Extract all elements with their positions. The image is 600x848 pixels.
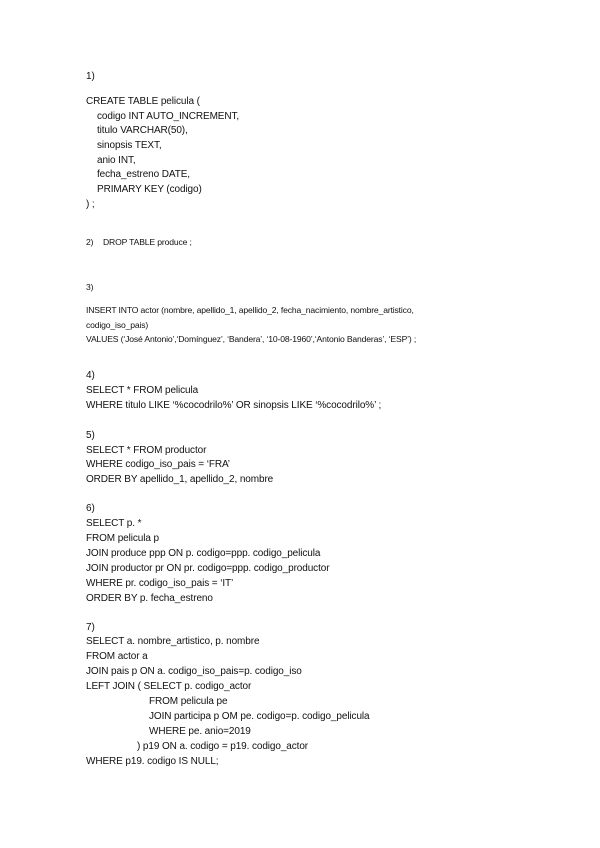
code-line: JOIN participa p OM pe. codigo=p. codigo_pelicula <box>149 711 370 722</box>
question-number: 3) <box>86 282 94 292</box>
code-line: ORDER BY apellido_1, apellido_2, nombre <box>86 474 274 485</box>
code-line: FROM pelicula pe <box>149 696 228 707</box>
question-number: 4) <box>86 370 95 381</box>
code-line: WHERE pr. codigo_iso_pais = ‘IT’ <box>86 578 234 589</box>
code-line: JOIN pais p ON a. codigo_iso_pais=p. codigo_iso <box>86 666 302 677</box>
code-line: sinopsis TEXT, <box>97 140 162 151</box>
code-line: WHERE pe. anio=2019 <box>149 726 251 737</box>
code-line: JOIN produce ppp ON p. codigo=ppp. codigo_pelicula <box>86 548 321 559</box>
code-line: codigo_iso_pais) <box>86 320 149 330</box>
code-line: ) p19 ON a. codigo = p19. codigo_actor <box>137 741 309 752</box>
code-line: WHERE codigo_iso_pais = ‘FRA’ <box>86 459 230 470</box>
code-line: SELECT a. nombre_artistico, p. nombre <box>86 636 260 647</box>
code-line: PRIMARY KEY (codigo) <box>97 184 202 195</box>
code-line: FROM actor a <box>86 651 148 662</box>
code-line: ) ; <box>86 199 95 210</box>
code-line: JOIN productor pr ON pr. codigo=ppp. codigo_productor <box>86 563 330 574</box>
code-line: WHERE p19. codigo IS NULL; <box>86 756 219 767</box>
code-line: VALUES (‘José Antonio’,‘Domínguez’, ‘Bandera’, ‘10-08-1960’,‘Antonio Banderas’, ‘ESP’) ; <box>86 334 417 344</box>
code-line: SELECT * FROM productor <box>86 445 207 456</box>
code-line: titulo VARCHAR(50), <box>97 125 188 136</box>
code-line: SELECT * FROM pelicula <box>86 385 199 396</box>
question-number: 7) <box>86 622 95 633</box>
question-number: 6) <box>86 503 95 514</box>
question-number: 5) <box>86 430 95 441</box>
code-line: fecha_estreno DATE, <box>97 169 190 180</box>
code-line: LEFT JOIN ( SELECT p. codigo_actor <box>86 681 252 692</box>
question-number: 2) <box>86 237 94 247</box>
code-line: CREATE TABLE pelicula ( <box>86 96 200 107</box>
code-line: SELECT p. * <box>86 518 142 529</box>
code-line: INSERT INTO actor (nombre, apellido_1, apellido_2, fecha_nacimiento, nombre_artistico, <box>86 305 414 315</box>
code-line: codigo INT AUTO_INCREMENT, <box>97 111 240 122</box>
code-line: FROM pelicula p <box>86 533 159 544</box>
code-line: WHERE titulo LIKE ‘%cocodrilo%’ OR sinopsis LIKE ‘%cocodrilo%’ ; <box>86 400 382 411</box>
code-line: DROP TABLE produce ; <box>103 237 192 247</box>
code-line: anio INT, <box>97 155 136 166</box>
question-number: 1) <box>86 71 95 82</box>
code-line: ORDER BY p. fecha_estreno <box>86 593 213 604</box>
